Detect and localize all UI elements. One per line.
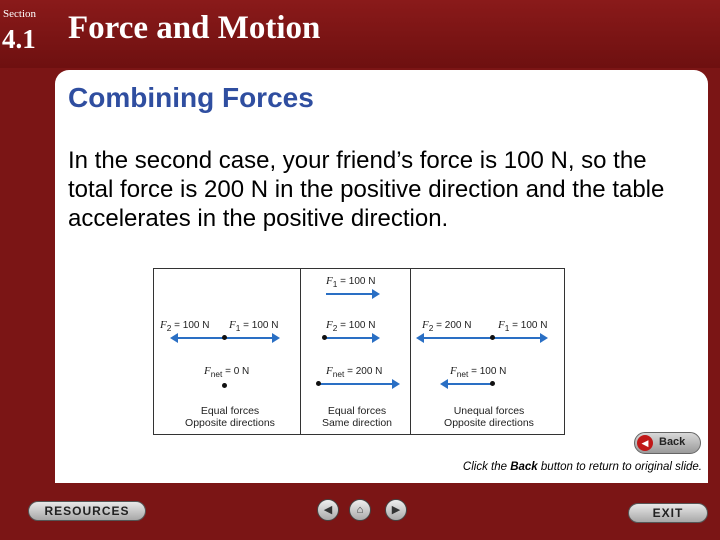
panel3-f2-arrow <box>422 337 492 339</box>
panel3-fnet-arrow <box>446 383 492 385</box>
exit-button[interactable]: EXIT <box>628 503 708 523</box>
panel2-f1-label: $F_1 = 100$ N <box>326 275 376 289</box>
panel1-caption: Equal forces Opposite directions <box>185 405 275 429</box>
panel2-caption: Equal forces Same direction <box>321 405 393 429</box>
panel2-f2-arrow <box>326 337 374 339</box>
panel2-fnet-label: $F_{net} = 200$ N <box>326 365 383 379</box>
panel3-object-dot <box>490 335 495 340</box>
force-diagram <box>153 268 565 435</box>
next-icon[interactable]: ▶ <box>385 499 407 521</box>
panel1-f1-arrow <box>226 337 274 339</box>
panel1-net-dot <box>222 383 227 388</box>
slide-title: Force and Motion <box>68 10 321 46</box>
panel-divider <box>410 269 411 434</box>
panel2-fnet-arrow <box>318 383 394 385</box>
section-label: Section <box>3 8 36 20</box>
panel3-f1-label: $F_1 = 100$ N <box>498 319 548 333</box>
panel3-fnet-label: $F_{net} = 100$ N <box>450 365 507 379</box>
panel3-f2-label: $F_2 = 200$ N <box>422 319 472 333</box>
panel2-object-dot <box>322 335 327 340</box>
panel2-f2-label: $F_2 = 100$ N <box>326 319 376 333</box>
resources-button[interactable]: RESOURCES <box>28 501 146 521</box>
panel1-f2-label: $F_2 = 100$ N <box>160 319 210 333</box>
panel1-fnet-label: $F_{net} = 0$ N <box>204 365 250 379</box>
prev-icon[interactable]: ◀ <box>317 499 339 521</box>
panel1-f1-label: $F_1 = 100$ N <box>229 319 279 333</box>
panel-divider <box>300 269 301 434</box>
back-button[interactable] <box>634 432 701 454</box>
slide-header <box>0 0 720 68</box>
instruction-note: Click the Back button to return to original slide. <box>462 461 702 473</box>
panel3-caption: Unequal forces Opposite directions <box>444 405 534 429</box>
panel1-object-dot <box>222 335 227 340</box>
back-arrow-icon: ◀ <box>637 435 653 451</box>
back-button-label: Back <box>659 436 686 448</box>
panel3-net-dot <box>490 381 495 386</box>
slide-heading: Combining Forces <box>68 82 314 113</box>
panel2-net-dot <box>316 381 321 386</box>
slide-body-text: In the second case, your friend’s force is 100 N, so the total force is 200 N in the positive direction and the table accelerates in the positive direction. <box>68 147 665 232</box>
home-icon[interactable]: ⌂ <box>349 499 371 521</box>
panel3-f1-arrow <box>494 337 542 339</box>
section-number: 4.1 <box>2 24 36 54</box>
panel1-f2-arrow <box>176 337 224 339</box>
panel2-f1-arrow <box>326 293 374 295</box>
